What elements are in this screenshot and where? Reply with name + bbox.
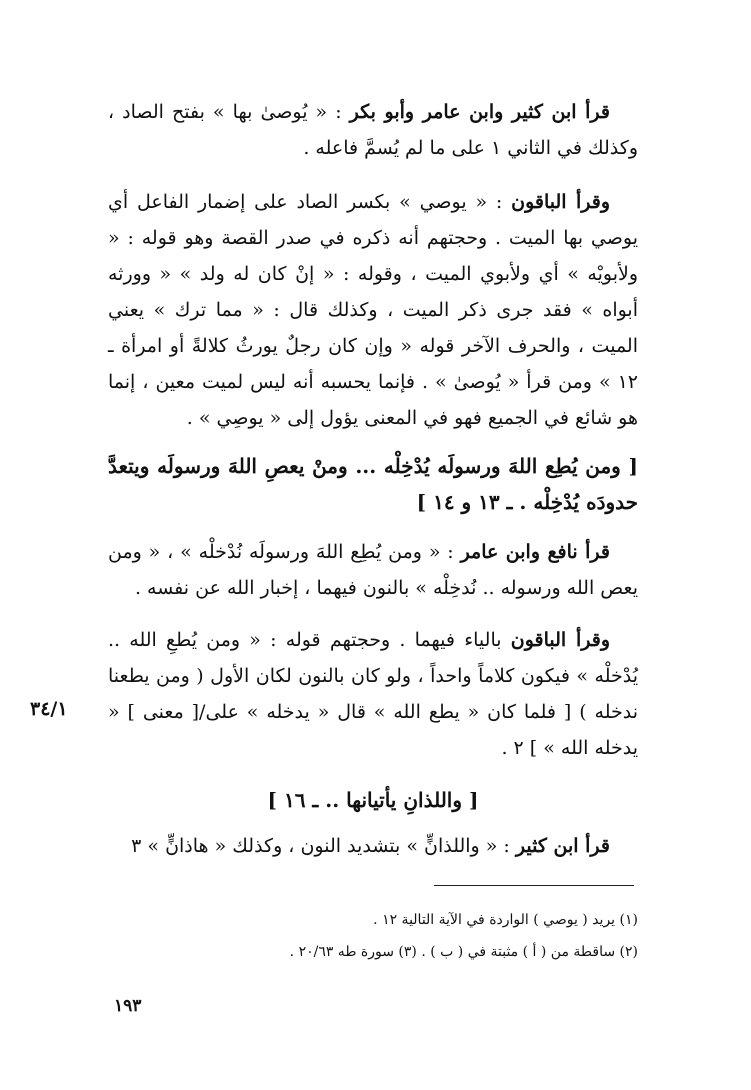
verse-heading-2-block <box>108 782 638 818</box>
paragraph-body: : « يوصي » بكسر الصاد على إضمار الفاعل أي يوصي بها الميت . وحجتهم أنه ذكره في صدر القصة وهو قوله : « ولأبويْه » أي ولأبوي الميت ، وقوله : « إنْ كان له ولد » « وورثه أبواه » فقد جرى ذكر الميت ، وكذلك قال : « مما ترك » يعني الميت ، والحرف الآخر قوله « وإن كان رجلٌ يورثُ كلالةً أو امرأة ـ ١٢ » ومن قرأ « يُوصىٰ » . فإنما يحسبه أنه ليس لميت معين ، إنما هو شائع في الجميع فهو في المعنى يؤول إلى « يوصِي » . <box>108 191 638 429</box>
verse-heading-1: [ ومن يُطِع اللهَ ورسولَه يُدْخِلْه ... ومنْ يعصِ اللهَ ورسولَه ويتعدَّ حدودَه يُدْخِلْه . ـ ١٣ و ١٤ ] <box>108 454 638 514</box>
paragraph-nafi-nudkhilhu <box>108 534 638 606</box>
paragraph-lead: قرأ ابن كثير <box>515 835 610 857</box>
margin-folio-note: ٣٤/١ <box>30 698 68 720</box>
paragraph-body: بالياء فيهما . وحجتهم قوله : « ومن يُطعِ الله .. يُدْخلْه » فيكون كلاماً واحداً ، ولو كان بالنون لكان الأول ( ومن يطعنا ندخله ) [ فلما كان « يطع الله » قال « يدخله » على/[ معنى ] « يدخله الله » ] ٢ . <box>108 629 638 759</box>
paragraph-lead: وقرأ الباقون <box>511 191 611 213</box>
paragraph-albaqun-yusi <box>108 184 638 436</box>
footnote-2-3: (٢) ساقطة من ( أ ) مثبتة في ( ب ) . (٣) سورة طه ٢٠/٦٣ . <box>289 944 638 960</box>
verse-heading-1-block <box>108 448 638 520</box>
paragraph-ibn-kathir-alladhanni <box>108 828 638 864</box>
paragraph-lead: قرأ نافع وابن عامر <box>460 541 610 563</box>
page-number: ١٩٣ <box>114 996 142 1016</box>
paragraph-albaqun-ya <box>108 622 638 766</box>
main-text-5 <box>108 828 638 864</box>
paragraph-lead: وقرأ الباقون <box>510 629 611 651</box>
main-text <box>108 94 638 166</box>
paragraph-lead: قرأ ابن كثير وابن عامر وأبو بكر <box>349 101 610 123</box>
main-text-4 <box>108 622 638 766</box>
paragraph-body: : « ومن يُطِع اللهَ ورسولَه نُدْخلْه » ، « ومن يعص الله ورسوله .. نُدخِلْه » بالنون فيهما ، إخبار الله عن نفسه . <box>108 541 638 599</box>
paragraph-body: : « واللذانٍّ » بتشديد النون ، وكذلك « هاذانٍّ » ٣ <box>131 835 516 857</box>
main-text-3 <box>108 534 638 606</box>
verse-heading-2: [ واللذانِ يأتيانها .. ـ ١٦ ] <box>267 788 479 812</box>
paragraph-ibn-kathir-yusa <box>108 94 638 166</box>
footnote-1: (١) يريد ( يوصي ) الواردة في الآية التالية ١٢ . <box>373 912 638 928</box>
paragraph-body: : « يُوصىٰ بها » بفتح الصاد ، وكذلك في الثاني ١ على ما لم يُسمَّ فاعله . <box>108 101 638 159</box>
footnote-separator <box>434 885 634 886</box>
main-text-2 <box>108 184 638 436</box>
